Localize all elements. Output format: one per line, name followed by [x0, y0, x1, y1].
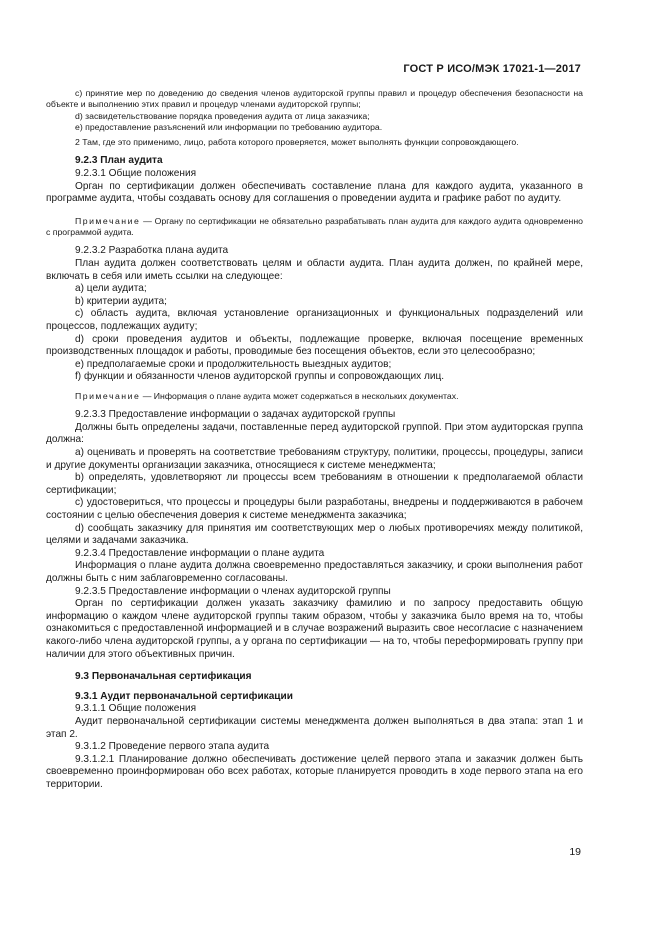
page-content [46, 88, 583, 792]
paragraph: 9.3.1.2.1 Планирование должно обеспечивать достижение целей первого этапа и заказчик должен быть своевременно проинформирован обо всех работах, которые планируется проводить в ходе первого этапа на его территории. [46, 753, 583, 790]
paragraph: Орган по сертификации должен обеспечивать составление плана для каждого аудита, указанного в программе аудита, чтобы создавать основу для соглашения о проведении аудита и графике работ по аудиту. [46, 180, 583, 205]
list-item: a) цели аудита; [75, 283, 147, 295]
list-item: e) предоставление разъяснений или информации по требованию аудитора. [75, 121, 383, 132]
list-item: d) сроки проведения аудитов и объекты, подлежащие проверке, включая посещение временных производственных площадок и работы, проводимые без посещения объектов, если это целесообразно; [46, 333, 583, 358]
subsection-title: 9.3.1.1 Общие положения [75, 703, 197, 715]
section-heading-9-3-1: 9.3.1 Аудит первоначальной сертификации [75, 690, 293, 702]
document-header: ГОСТ Р ИСО/МЭК 17021-1—2017 [403, 63, 581, 75]
paragraph: План аудита должен соответствовать целям и области аудита. План аудита должен, по крайней мере, включать в себя или иметь ссылки на следующее: [46, 258, 583, 282]
list-item: a) оценивать и проверять на соответствие требованиям структуру, политики, процессы, процедуры, записи и другие документы организации заказчика, относящиеся к системе менеджмента; [46, 447, 583, 471]
paragraph: Должны быть определены задачи, поставленные перед аудиторской группой. При этом аудиторская группа должна: [46, 421, 583, 446]
subsection-title: 9.2.3.1 Общие положения [75, 168, 197, 180]
note-2: 2 Там, где это применимо, лицо, работа которого проверяется, может выполнять функции сопровождающего. [75, 137, 519, 148]
list-item: c) удостовериться, что процессы и процедуры были разработаны, внедрены и поддерживаются в рабочем состоянии с целью обеспечения доверия к системе менеджмента заказчика; [46, 497, 583, 522]
subsection-title: 9.2.3.5 Предоставление информации о членах аудиторской группы [75, 585, 391, 597]
list-item: c) область аудита, включая установление организационных и функциональных подразделений или процессов, подлежащих аудиту; [46, 308, 583, 333]
list-item: d) засвидетельствование порядка проведения аудита от лица заказчика; [75, 110, 370, 121]
subsection-title: 9.3.1.2 Проведение первого этапа аудита [75, 741, 270, 753]
page-number: 19 [569, 846, 581, 858]
subsection-title: 9.2.3.2 Разработка плана аудита [75, 245, 229, 257]
paragraph: Информация о плане аудита должна своевременно предоставляться заказчику, и сроки выполнения работ должны быть с ним заблаговременно согласованы. [46, 560, 583, 584]
note-text: — Информация о плане аудита может содержаться в нескольких документах. [140, 390, 459, 401]
note [46, 391, 583, 402]
list-item: e) предполагаемые сроки и продолжительность выездных аудитов; [75, 358, 392, 370]
section-heading-9-2-3: 9.2.3 План аудита [75, 155, 163, 167]
paragraph: Орган по сертификации должен указать заказчику фамилию и по запросу предоставить общую информацию о каждом члене аудиторской группы таким образом, чтобы у заказчика было время на то, чтобы ознакомиться с предоставленной информацией и в случае возражений выразить свое несогласие с назначением какого-либо члена аудиторской группы, а у органа по сертификации — на то, чтобы переформировать группу при наличии для этого объективных причин. [46, 598, 583, 660]
note-label: Примечание [75, 215, 141, 226]
list-item: b) определять, удовлетворяют ли процессы всем требованиям в отношении к предполагаемой области сертификации; [46, 472, 583, 496]
section-heading-9-3: 9.3 Первоначальная сертификация [75, 671, 252, 683]
note [46, 216, 583, 239]
list-item: f) функции и обязанности членов аудиторской группы и сопровождающих лиц. [75, 371, 445, 383]
list-item: c) принятие мер по доведению до сведения членов аудиторской группы правил и процедур обеспечения безопасности на объекте и выполнению этих правил и процедур членами аудиторской группы; [46, 88, 583, 110]
paragraph: Аудит первоначальной сертификации системы менеджмента должен выполняться в два этапа: этап 1 и этап 2. [46, 715, 583, 740]
note-text: — Органу по сертификации не обязательно разрабатывать план аудита для каждого аудита одновременно с программой аудита. [46, 215, 583, 238]
list-item: b) критерии аудита; [75, 295, 167, 307]
subsection-title: 9.2.3.4 Предоставление информации о плане аудита [75, 547, 325, 559]
subsection-title: 9.2.3.3 Предоставление информации о задачах аудиторской группы [75, 409, 396, 421]
note-label: Примечание [75, 390, 141, 401]
list-item: d) сообщать заказчику для принятия им соответствующих мер о любых противоречиях между политикой, целями и задачами заказчика. [46, 522, 583, 547]
